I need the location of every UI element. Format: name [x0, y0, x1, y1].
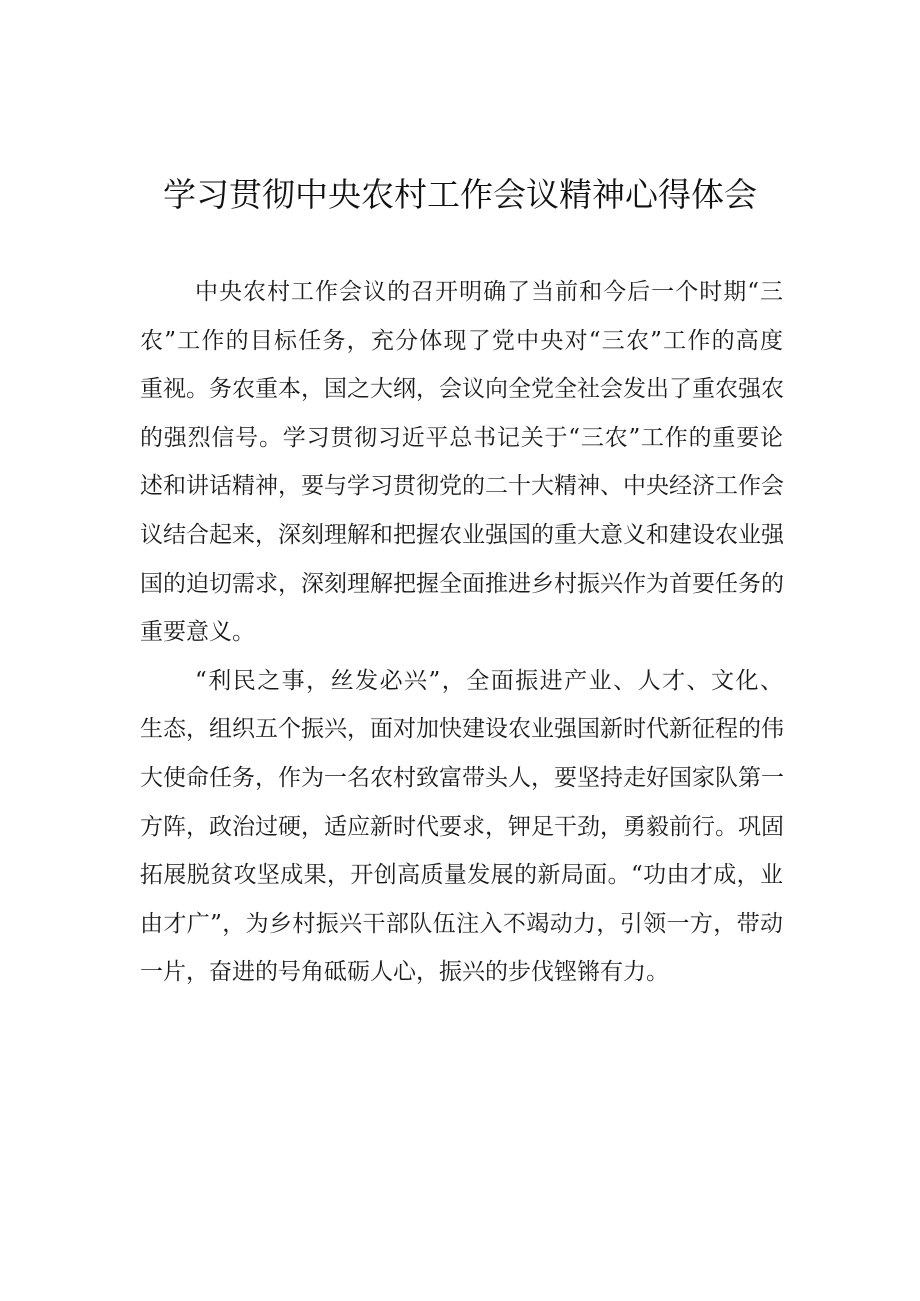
paragraph-line: 方阵，政治过硬，适应新时代要求，钾足干劲，勇毅前行。巩固 [140, 813, 784, 840]
paragraph-2 [140, 657, 783, 997]
paragraph-line: 中央农村工作会议的召开明确了当前和今后一个时期“三 [195, 279, 783, 305]
paragraph-line: 重视。务农重本，国之大纲，会议向全党全社会发出了重农强农 [140, 376, 784, 403]
paragraph-line: 拓展脱贫攻坚成果，开创高质量发展的新局面。“功由才成，业 [140, 862, 783, 889]
paragraph-line: 生态，组织五个振兴，面对加快建设农业强国新时代新征程的伟 [140, 716, 784, 743]
paragraph-line: “利民之事，丝发必兴”，全面振进产业、人才、文化、 [195, 667, 783, 694]
paragraph-line: 国的迫切需求，深刻理解把握全面推进乡村振兴作为首要任务的 [140, 570, 784, 597]
paragraph-line: 述和讲话精神，要与学习贯彻党的二十大精神、中央经济工作会 [140, 473, 784, 500]
paragraph-line: 重要意义。 [140, 619, 255, 646]
paragraph-line: 议结合起来，深刻理解和把握农业强国的重大意义和建设农业强 [140, 521, 784, 548]
paragraph-line: 的强烈信号。学习贯彻习近平总书记关于“三农”工作的重要论 [140, 424, 783, 451]
paragraph-line: 农”工作的目标任务，充分体现了党中央对“三农”工作的高度 [140, 327, 783, 354]
paragraph-1 [140, 268, 783, 657]
document-body [140, 268, 783, 997]
paragraph-line: 由才广”，为乡村振兴干部队伍注入不竭动力，引领一方，带动 [140, 910, 783, 937]
document-title: 学习贯彻中央农村工作会议精神心得体会 [163, 175, 757, 214]
paragraph-line: 大使命任务，作为一名农村致富带头人，要坚持走好国家队第一 [140, 764, 784, 791]
paragraph-line: 一片，奋进的号角砥砺人心，振兴的步伐铿锵有力。 [140, 959, 669, 986]
